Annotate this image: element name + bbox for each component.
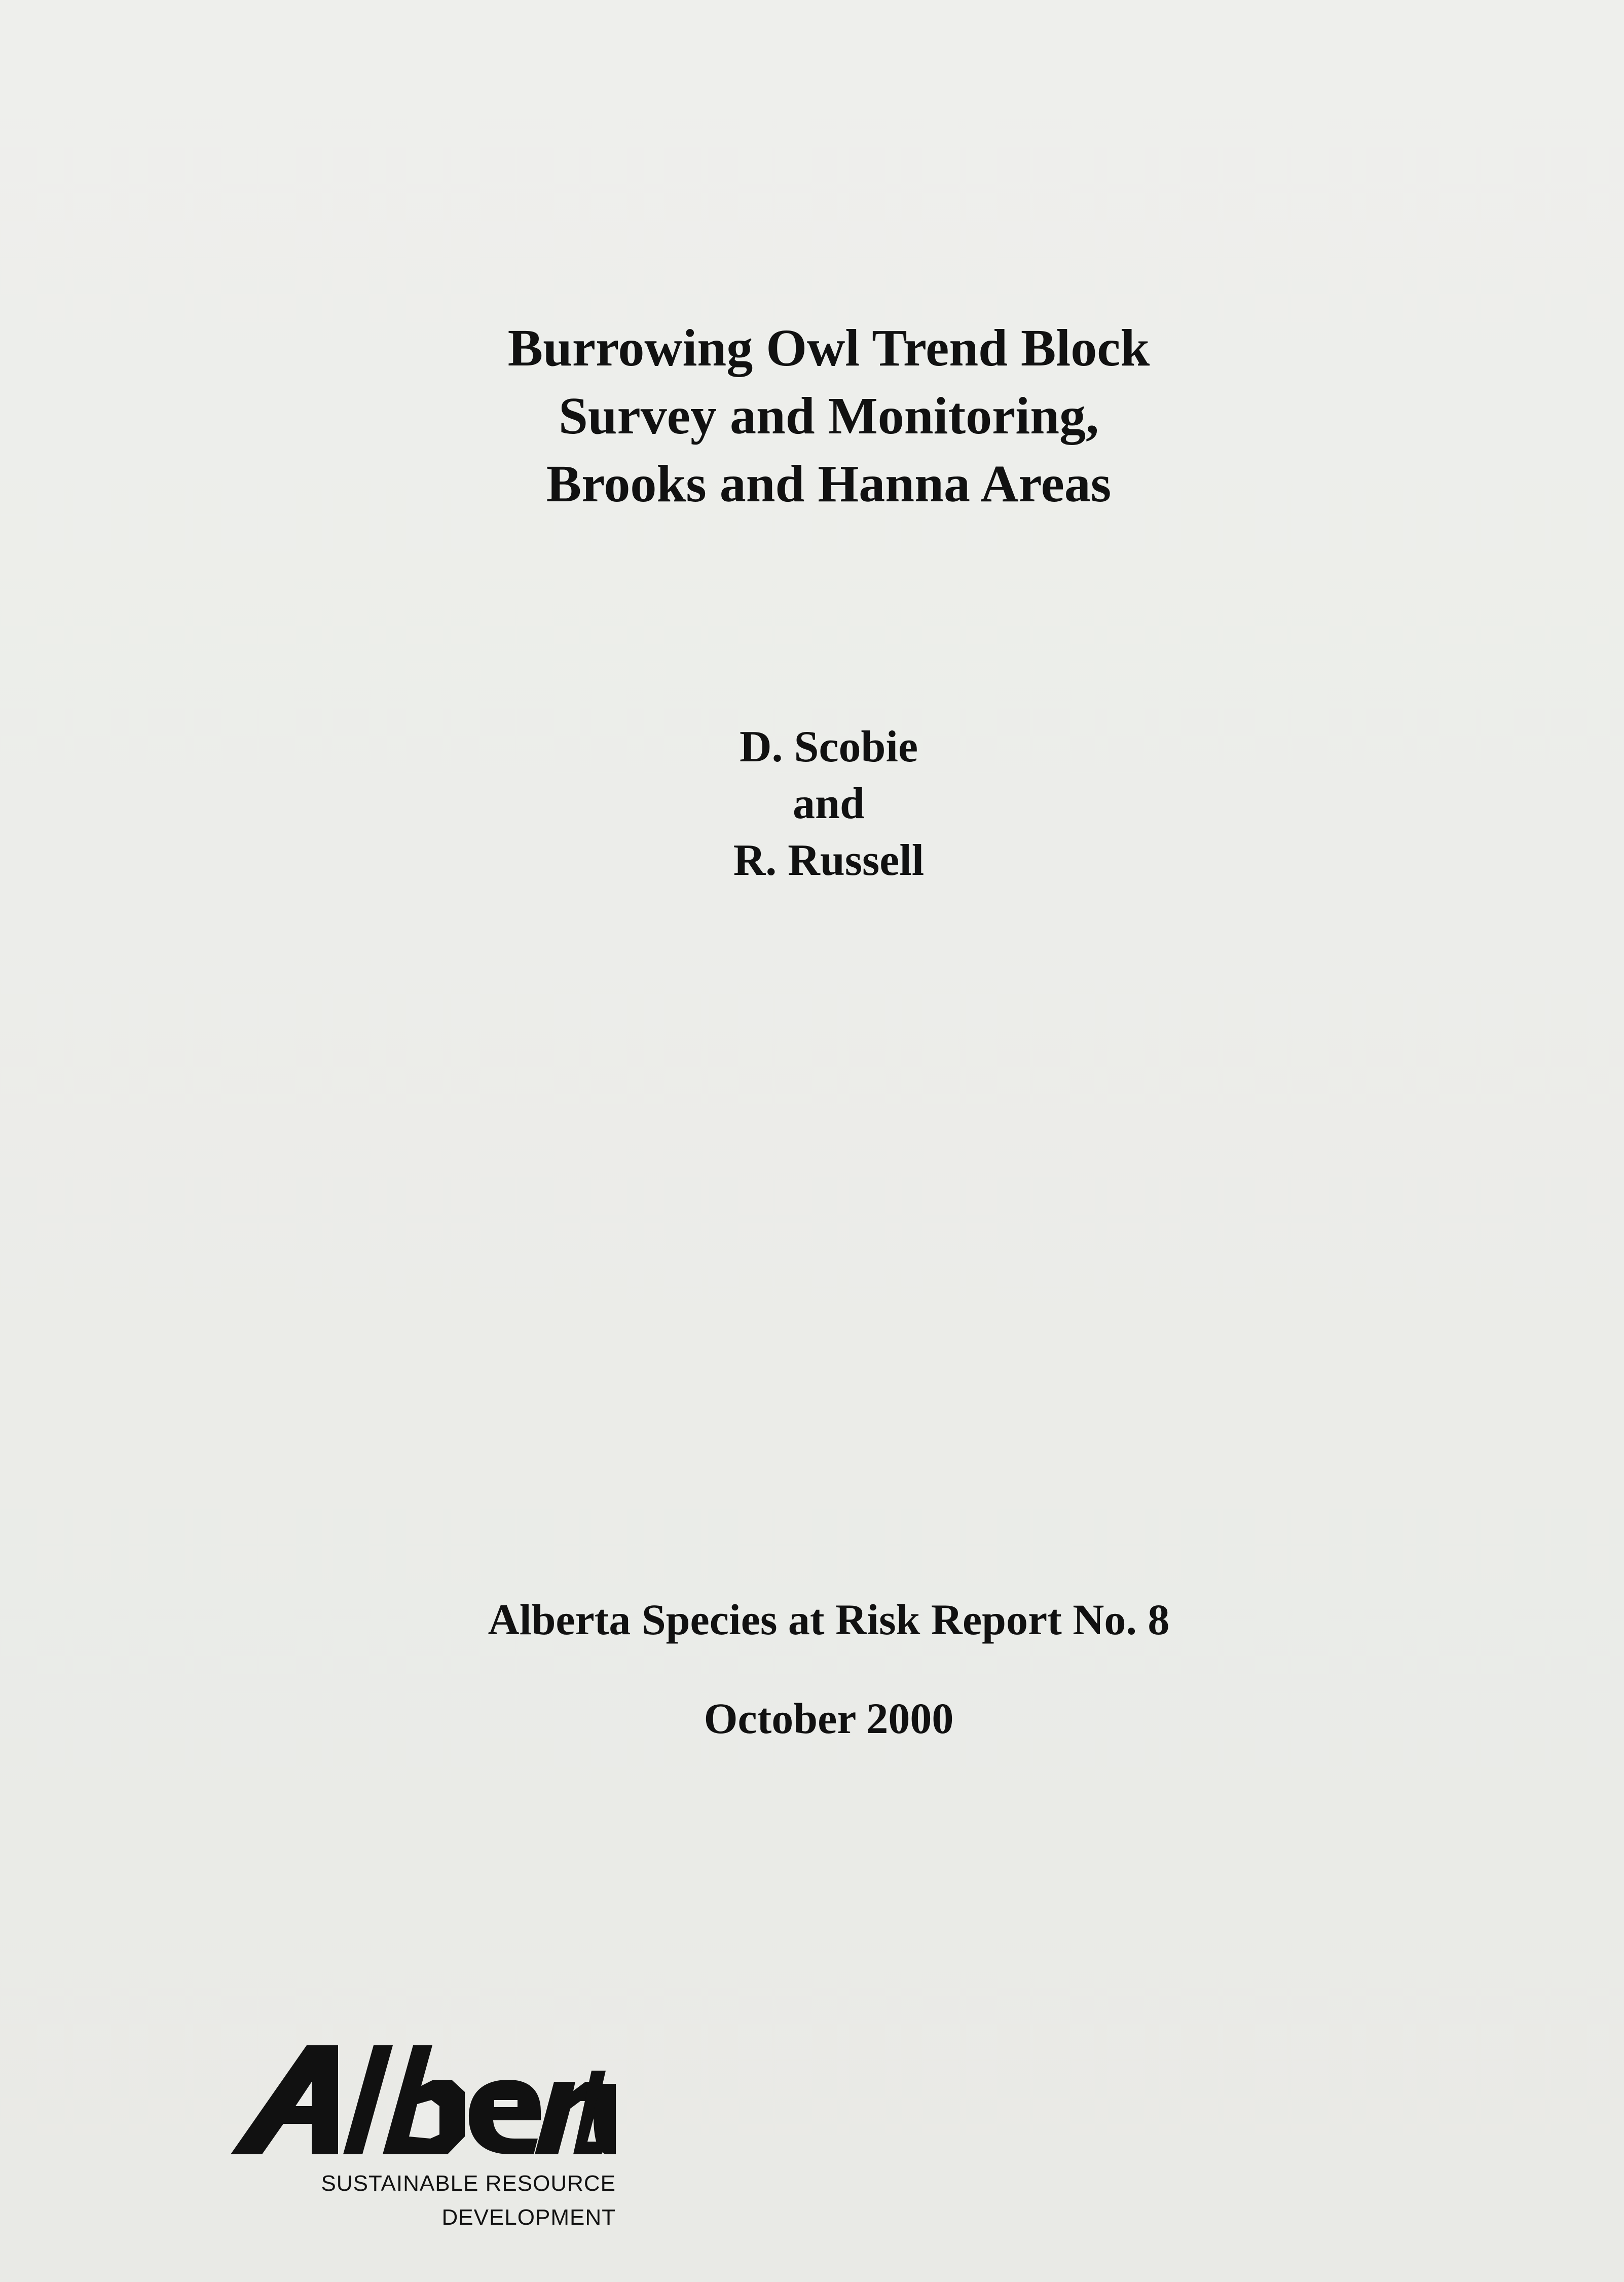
- report-title: [0, 314, 1624, 518]
- logo-subtitle-line-1: SUSTAINABLE RESOURCE: [321, 2171, 616, 2196]
- author-conjunction: and: [793, 779, 865, 828]
- authors: [0, 719, 1624, 889]
- alberta-wordmark-icon: [231, 2035, 616, 2159]
- report-date: October 2000: [704, 1694, 954, 1743]
- title-line-1: Burrowing Owl Trend Block: [507, 319, 1150, 377]
- title-line-3: Brooks and Hanna Areas: [546, 455, 1112, 513]
- title-line-2: Survey and Monitoring,: [558, 387, 1099, 445]
- author-2: R. Russell: [733, 836, 925, 885]
- author-1: D. Scobie: [740, 722, 918, 771]
- report-series: Alberta Species at Risk Report No. 8: [488, 1595, 1170, 1644]
- logo-subtitle-line-2: DEVELOPMENT: [441, 2205, 616, 2230]
- alberta-logo: [231, 2035, 616, 2243]
